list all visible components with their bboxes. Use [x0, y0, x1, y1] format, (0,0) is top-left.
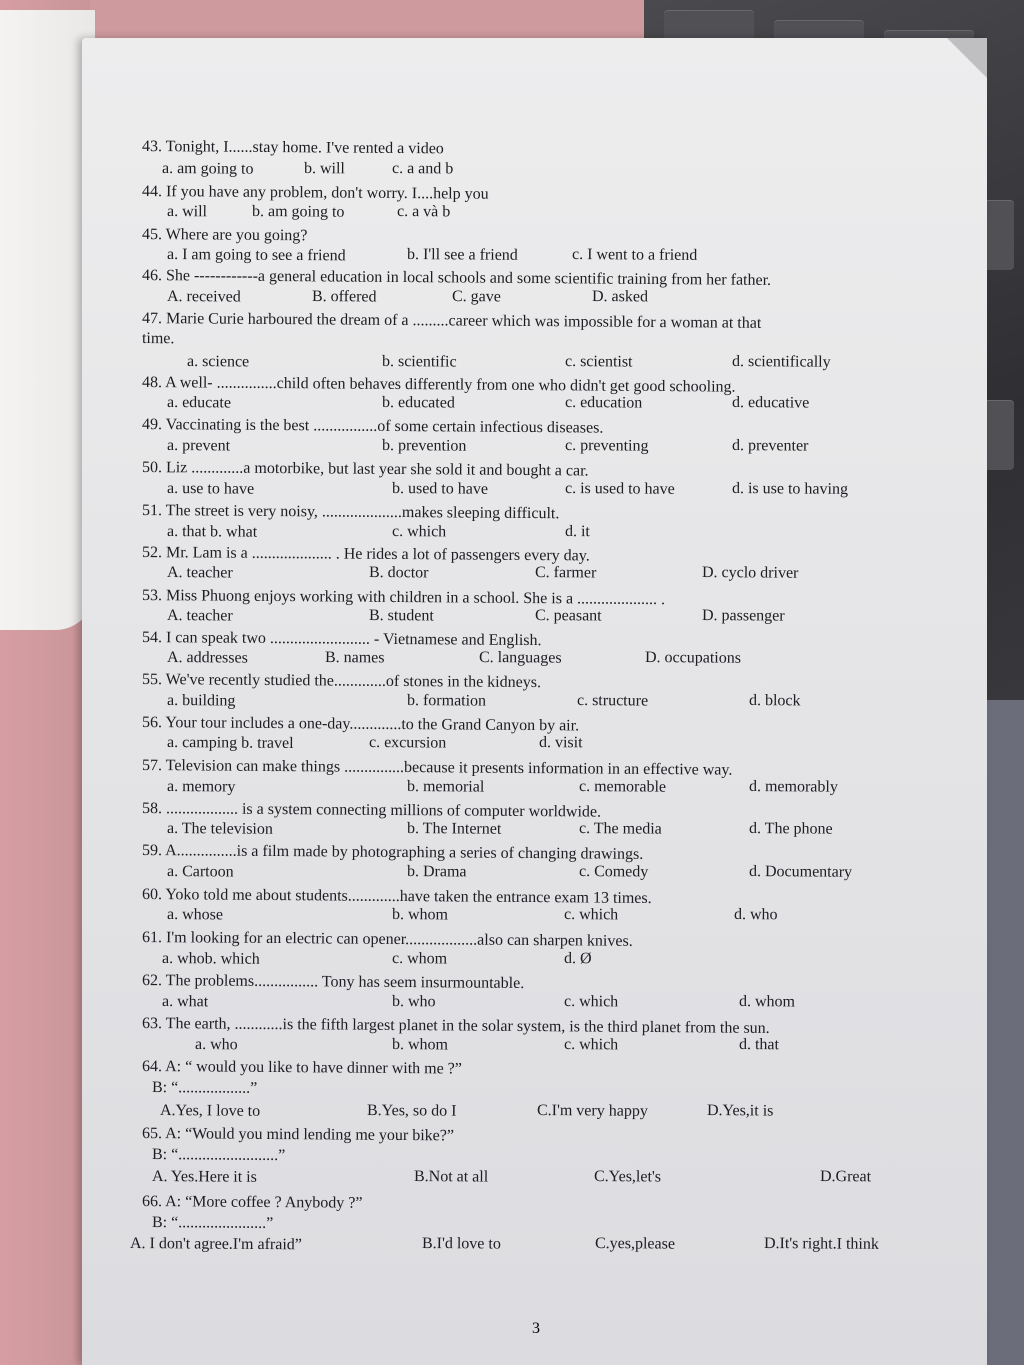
underlying-sheet — [0, 10, 95, 630]
question-list — [82, 38, 987, 1365]
answer-option: A. I don't agree.I'm afraid” — [129, 1235, 302, 1254]
question-stem: 49. Vaccinating is the best ................of some certain infectious diseases. — [141, 416, 604, 437]
answer-option: B. doctor — [368, 564, 429, 582]
answer-option: a. The television — [166, 820, 273, 838]
question-stem: 56. Your tour includes a one-day.............to the Grand Canyon by air. — [141, 714, 580, 735]
answer-option: c. which — [563, 993, 619, 1011]
answer-option: b. memorial — [406, 778, 485, 796]
answer-option: C. peasant — [534, 607, 602, 625]
answer-option: A. teacher — [166, 607, 233, 625]
answer-option: B.Yes, so do I — [366, 1102, 457, 1120]
question-stem-continued: B: “..................” — [151, 1079, 258, 1097]
answer-option: C.I'm very happy — [536, 1102, 648, 1120]
question-stem-continued: time. — [141, 330, 175, 348]
answer-option: b. whom — [391, 1036, 449, 1054]
page-number: 3 — [532, 1320, 540, 1337]
question-stem: 60. Yoko told me about students.............have taken the entrance exam 13 times. — [141, 886, 652, 908]
question-stem: 52. Mr. Lam is a .................... . He rides a lot of passengers every day. — [141, 544, 590, 565]
answer-option: c. scientist — [564, 353, 633, 371]
answer-option: b. who — [391, 993, 436, 1011]
answer-option: b. scientific — [381, 353, 457, 371]
answer-option: A. addresses — [166, 649, 248, 667]
answer-option: d. whom — [738, 993, 796, 1011]
question-stem: 63. The earth, ............is the fifth largest planet in the solar system, is the third planet from the sun. — [141, 1015, 770, 1037]
answer-option: d. Documentary — [748, 863, 853, 881]
question-stem: 64. A: “ would you like to have dinner with me ?” — [141, 1058, 462, 1078]
answer-option: B. names — [324, 649, 385, 667]
answer-option: c. a and b — [391, 160, 454, 178]
answer-option: C. languages — [478, 649, 562, 667]
answer-option: D. passenger — [701, 607, 785, 625]
answer-option: c. which — [563, 906, 619, 924]
answer-option: a. prevent — [166, 437, 231, 455]
answer-option: d. it — [564, 523, 590, 541]
answer-option: a. educate — [166, 394, 232, 412]
answer-option: B.I'd love to — [421, 1235, 501, 1253]
answer-option: A.Yes, I love to — [159, 1102, 261, 1120]
answer-option: a. building — [166, 692, 236, 710]
answer-option: d. that — [738, 1036, 780, 1054]
answer-option: a. memory — [166, 778, 236, 796]
answer-option: a. what — [161, 993, 209, 1011]
answer-option: b. will — [303, 160, 345, 178]
question-stem: 47. Marie Curie harboured the dream of a .........career which was impossible for a woman at that — [141, 310, 762, 332]
answer-option: B.Not at all — [413, 1168, 489, 1186]
answer-option: a. who — [194, 1036, 238, 1054]
answer-option: C.yes,please — [594, 1235, 676, 1253]
answer-option: C. gave — [451, 288, 501, 306]
answer-option: d. is use to having — [731, 480, 849, 498]
answer-option: A. teacher — [166, 564, 233, 582]
answer-option: b. prevention — [381, 437, 467, 455]
answer-option: a. will — [166, 203, 208, 221]
answer-option: c. preventing — [564, 437, 649, 455]
answer-option: C.Yes,let's — [593, 1168, 662, 1186]
answer-option: B. student — [368, 607, 434, 625]
answer-option: d. The phone — [748, 820, 833, 838]
answer-option: d. educative — [731, 394, 810, 412]
question-stem: 65. A: “Would you mind lending me your bike?” — [141, 1125, 455, 1145]
answer-option: c. is used to have — [564, 480, 675, 498]
answer-option: b. The Internet — [406, 820, 502, 838]
answer-option: a. that b. what — [166, 523, 258, 541]
question-stem: 55. We've recently studied the.............of stones in the kidneys. — [141, 671, 542, 692]
answer-option: a. am going to — [161, 160, 254, 178]
answer-option: c. memorable — [578, 778, 667, 796]
question-stem: 46. She ------------a general education in local schools and some scientific training from her father. — [141, 267, 772, 289]
question-stem: 59. A...............is a film made by photographing a series of changing drawings. — [141, 842, 644, 863]
answer-option: c. a và b — [396, 203, 451, 221]
answer-option: b. whom — [391, 906, 449, 924]
question-stem: 62. The problems................ Tony has seem insurmountable. — [141, 972, 525, 993]
answer-option: c. I went to a friend — [571, 246, 698, 264]
question-stem-continued: B: “.........................” — [151, 1146, 286, 1165]
answer-option: a. use to have — [166, 480, 255, 498]
answer-option: a. whob. which — [161, 950, 260, 968]
answer-option: C. farmer — [534, 564, 597, 582]
answer-option: B. offered — [311, 288, 377, 306]
answer-option: d. memorably — [748, 778, 838, 796]
answer-option: c. The media — [578, 820, 662, 838]
answer-option: b. formation — [406, 692, 487, 710]
question-stem: 43. Tonight, I......stay home. I've rented a video — [141, 138, 444, 158]
answer-option: c. structure — [576, 692, 649, 710]
question-stem: 50. Liz .............a motorbike, but last year she sold it and bought a car. — [141, 459, 589, 480]
question-stem: 66. A: “More coffee ? Anybody ?” — [141, 1193, 363, 1212]
answer-option: D.Great — [819, 1168, 872, 1186]
answer-option: c. which — [391, 523, 447, 541]
answer-option: c. education — [564, 394, 643, 412]
answer-option: D.It's right.I think — [763, 1235, 879, 1253]
answer-option: D. cyclo driver — [701, 564, 799, 582]
answer-option: b. I'll see a friend — [406, 246, 518, 264]
exam-paper — [82, 38, 987, 1365]
answer-option: d. Ø — [563, 950, 592, 968]
answer-option: b. educated — [381, 394, 455, 412]
answer-option: c. whom — [391, 950, 448, 968]
answer-option: b. used to have — [391, 480, 489, 498]
answer-option: a. Cartoon — [166, 863, 234, 881]
answer-option: d. visit — [538, 734, 583, 752]
answer-option: c. which — [563, 1036, 619, 1054]
question-stem: 51. The street is very noisy, ....................makes sleeping difficult. — [141, 502, 560, 523]
answer-option: D. asked — [591, 288, 649, 306]
answer-option: d. who — [733, 906, 778, 924]
answer-option: a. I am going to see a friend — [166, 246, 346, 265]
question-stem: 53. Miss Phuong enjoys working with children in a school. She is a .................... . — [141, 587, 666, 609]
answer-option: d. preventer — [731, 437, 809, 455]
answer-option: D. occupations — [644, 649, 742, 667]
question-stem-continued: B: “......................” — [151, 1214, 274, 1232]
answer-option: A. received — [166, 288, 241, 306]
question-stem: 61. I'm looking for an electric can opener..................also can sharpen knives. — [141, 929, 633, 950]
answer-option: b. Drama — [406, 863, 467, 881]
answer-option: c. excursion — [368, 734, 447, 752]
question-stem: 57. Television can make things ...............because it presents information in an effective way. — [141, 757, 733, 779]
question-stem: 54. I can speak two ......................... - Vietnamese and English. — [141, 629, 542, 650]
answer-option: c. Comedy — [578, 863, 649, 881]
question-stem: 58. .................. is a system connecting millions of computer worldwide. — [141, 800, 602, 821]
answer-option: a. camping b. travel — [166, 734, 294, 752]
question-stem: 48. A well- ...............child often behaves differently from one who didn't get good schooling. — [141, 374, 736, 396]
answer-option: d. scientifically — [731, 353, 831, 371]
answer-option: D.Yes,it is — [706, 1102, 774, 1120]
answer-option: A. Yes.Here it is — [151, 1168, 257, 1186]
answer-option: a. whose — [166, 906, 224, 924]
question-stem: 45. Where are you going? — [141, 226, 308, 245]
answer-option: a. science — [186, 353, 250, 371]
answer-option: d. block — [748, 692, 801, 710]
answer-option: b. am going to — [251, 203, 345, 221]
question-stem: 44. If you have any problem, don't worry. I....help you — [141, 183, 489, 203]
